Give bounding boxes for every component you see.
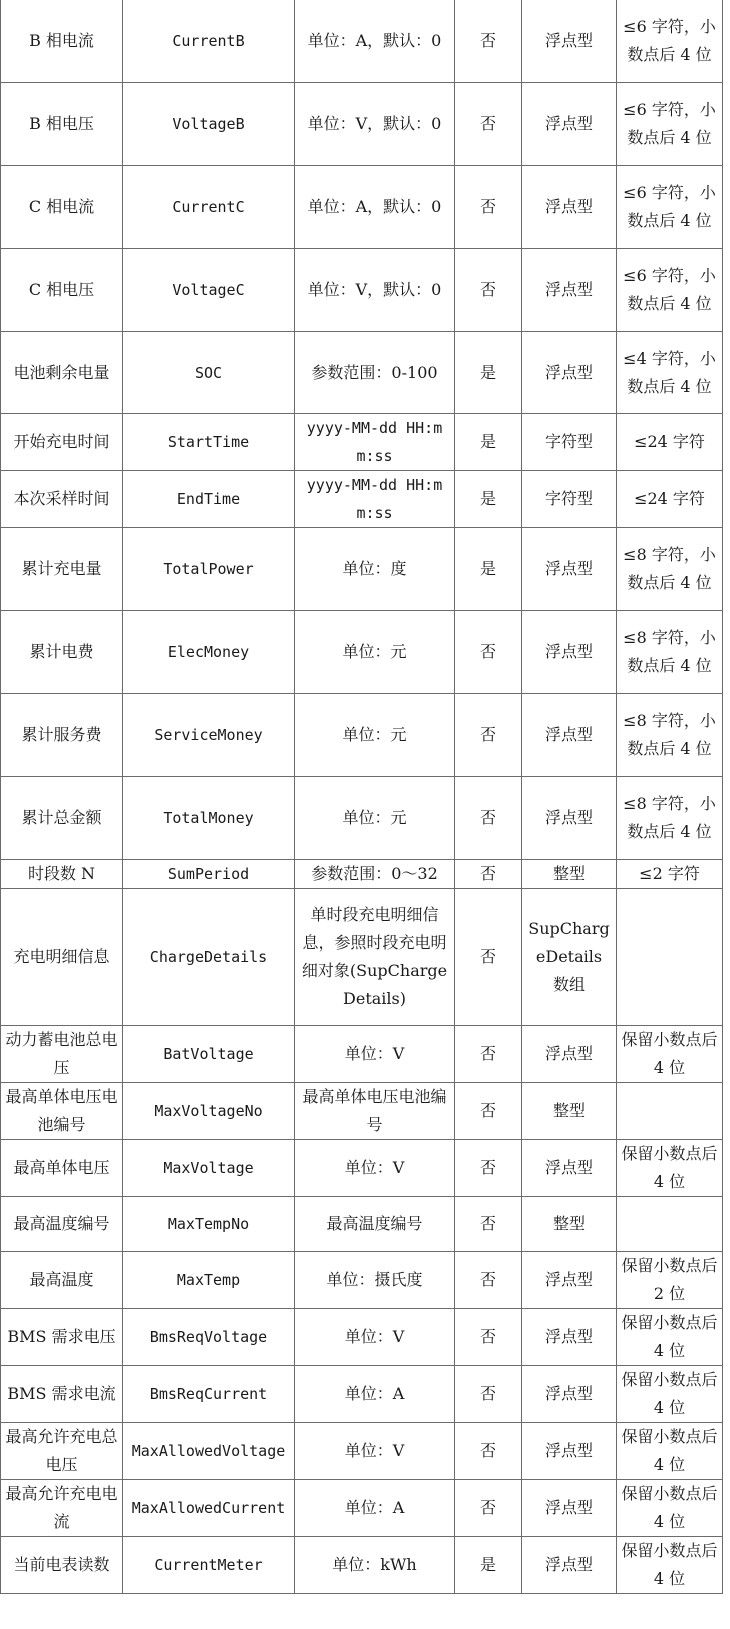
cell-required: 否 (455, 1083, 522, 1140)
cell-field: MaxTemp (123, 1252, 295, 1309)
cell-name: 本次采样时间 (1, 471, 123, 528)
cell-desc: 单位：A (295, 1366, 455, 1423)
table-row (1, 889, 723, 1026)
cell-type: 浮点型 (522, 528, 617, 611)
cell-name: 最高单体电压 (1, 1140, 123, 1197)
table-row (1, 528, 723, 611)
cell-name: 最高单体电压电池编号 (1, 1083, 123, 1140)
cell-type: 整型 (522, 1083, 617, 1140)
table-row (1, 1252, 723, 1309)
table-row (1, 1309, 723, 1366)
cell-desc: 单位：元 (295, 611, 455, 694)
field-spec-body (1, 0, 723, 1594)
table-row (1, 1537, 723, 1594)
cell-required: 否 (455, 694, 522, 777)
cell-required: 否 (455, 249, 522, 332)
cell-field: ChargeDetails (123, 889, 295, 1026)
cell-type: 整型 (522, 860, 617, 889)
cell-type: 字符型 (522, 471, 617, 528)
cell-field: SumPeriod (123, 860, 295, 889)
cell-desc: 单位：A (295, 1480, 455, 1537)
cell-required: 否 (455, 1197, 522, 1252)
cell-field: BmsReqVoltage (123, 1309, 295, 1366)
cell-constraint: 保留小数点后 4 位 (617, 1309, 723, 1366)
table-row (1, 0, 723, 83)
cell-type: 浮点型 (522, 166, 617, 249)
cell-type: 浮点型 (522, 611, 617, 694)
cell-desc: 单位：元 (295, 694, 455, 777)
cell-constraint: ≤24 字符 (617, 414, 723, 471)
cell-desc: 参数范围：0-100 (295, 332, 455, 414)
cell-name: 最高温度 (1, 1252, 123, 1309)
cell-name: C 相电压 (1, 249, 123, 332)
cell-desc: 单位：kWh (295, 1537, 455, 1594)
cell-required: 否 (455, 1309, 522, 1366)
table-row (1, 166, 723, 249)
cell-type: 浮点型 (522, 1252, 617, 1309)
cell-field: EndTime (123, 471, 295, 528)
cell-constraint: 保留小数点后 4 位 (617, 1026, 723, 1083)
cell-name: C 相电流 (1, 166, 123, 249)
table-row (1, 694, 723, 777)
table-row (1, 249, 723, 332)
cell-desc: 单位：V，默认：0 (295, 83, 455, 166)
cell-type: 浮点型 (522, 1140, 617, 1197)
table-row (1, 1366, 723, 1423)
cell-type: 浮点型 (522, 1366, 617, 1423)
cell-type: 浮点型 (522, 0, 617, 83)
cell-field: ServiceMoney (123, 694, 295, 777)
cell-required: 是 (455, 414, 522, 471)
cell-field: VoltageB (123, 83, 295, 166)
cell-field: MaxVoltage (123, 1140, 295, 1197)
cell-desc: 单位：V (295, 1140, 455, 1197)
cell-required: 否 (455, 166, 522, 249)
cell-name: 累计服务费 (1, 694, 123, 777)
cell-field: MaxTempNo (123, 1197, 295, 1252)
cell-field: SOC (123, 332, 295, 414)
cell-constraint: ≤6 字符，小数点后 4 位 (617, 0, 723, 83)
cell-required: 否 (455, 611, 522, 694)
cell-constraint (617, 1083, 723, 1140)
cell-name: B 相电压 (1, 83, 123, 166)
cell-desc: 最高单体电压电池编号 (295, 1083, 455, 1140)
cell-constraint: 保留小数点后 4 位 (617, 1140, 723, 1197)
cell-constraint: ≤6 字符，小数点后 4 位 (617, 249, 723, 332)
cell-required: 否 (455, 0, 522, 83)
cell-required: 是 (455, 1537, 522, 1594)
cell-constraint: ≤8 字符，小数点后 4 位 (617, 777, 723, 860)
table-row (1, 1140, 723, 1197)
cell-field: CurrentB (123, 0, 295, 83)
cell-constraint: ≤8 字符，小数点后 4 位 (617, 528, 723, 611)
cell-name: 动力蓄电池总电压 (1, 1026, 123, 1083)
table-row (1, 611, 723, 694)
cell-desc: 单位：V (295, 1423, 455, 1480)
cell-field: TotalPower (123, 528, 295, 611)
cell-field: MaxAllowedCurrent (123, 1480, 295, 1537)
cell-constraint (617, 1197, 723, 1252)
table-row (1, 83, 723, 166)
cell-type: SupChargeDetails 数组 (522, 889, 617, 1026)
cell-type: 字符型 (522, 414, 617, 471)
cell-name: B 相电流 (1, 0, 123, 83)
cell-required: 否 (455, 83, 522, 166)
cell-desc: 单位：元 (295, 777, 455, 860)
cell-required: 是 (455, 332, 522, 414)
cell-constraint: ≤8 字符，小数点后 4 位 (617, 694, 723, 777)
table-row (1, 1197, 723, 1252)
cell-required: 否 (455, 1423, 522, 1480)
cell-constraint: ≤6 字符，小数点后 4 位 (617, 166, 723, 249)
cell-desc: 单位：A，默认：0 (295, 166, 455, 249)
cell-required: 否 (455, 777, 522, 860)
cell-constraint (617, 889, 723, 1026)
cell-name: 充电明细信息 (1, 889, 123, 1026)
cell-field: BmsReqCurrent (123, 1366, 295, 1423)
cell-desc: 最高温度编号 (295, 1197, 455, 1252)
cell-desc: 单时段充电明细信息，参照时段充电明细对象(SupChargeDetails) (295, 889, 455, 1026)
table-row (1, 414, 723, 471)
cell-constraint: ≤24 字符 (617, 471, 723, 528)
cell-name: BMS 需求电流 (1, 1366, 123, 1423)
cell-desc: 单位：度 (295, 528, 455, 611)
cell-field: MaxAllowedVoltage (123, 1423, 295, 1480)
cell-desc: 单位：A，默认：0 (295, 0, 455, 83)
table-row (1, 1083, 723, 1140)
cell-required: 是 (455, 528, 522, 611)
table-row (1, 860, 723, 889)
cell-name: 当前电表读数 (1, 1537, 123, 1594)
cell-constraint: 保留小数点后 4 位 (617, 1480, 723, 1537)
cell-desc: yyyy-MM-dd HH:mm:ss (295, 471, 455, 528)
cell-required: 否 (455, 1252, 522, 1309)
cell-constraint: ≤4 字符，小数点后 4 位 (617, 332, 723, 414)
cell-desc: yyyy-MM-dd HH:mm:ss (295, 414, 455, 471)
cell-field: StartTime (123, 414, 295, 471)
cell-field: VoltageC (123, 249, 295, 332)
cell-name: 累计充电量 (1, 528, 123, 611)
cell-name: 累计电费 (1, 611, 123, 694)
cell-required: 否 (455, 1026, 522, 1083)
cell-name: 开始充电时间 (1, 414, 123, 471)
cell-constraint: ≤8 字符，小数点后 4 位 (617, 611, 723, 694)
table-row (1, 1423, 723, 1480)
table-row (1, 1026, 723, 1083)
cell-constraint: ≤6 字符，小数点后 4 位 (617, 83, 723, 166)
table-row (1, 332, 723, 414)
cell-type: 浮点型 (522, 777, 617, 860)
cell-desc: 单位：V，默认：0 (295, 249, 455, 332)
cell-desc: 单位：摄氏度 (295, 1252, 455, 1309)
cell-type: 浮点型 (522, 83, 617, 166)
cell-constraint: 保留小数点后 4 位 (617, 1366, 723, 1423)
cell-required: 否 (455, 1366, 522, 1423)
cell-type: 浮点型 (522, 332, 617, 414)
table-row (1, 471, 723, 528)
table-row (1, 777, 723, 860)
cell-required: 是 (455, 471, 522, 528)
cell-field: TotalMoney (123, 777, 295, 860)
cell-type: 浮点型 (522, 694, 617, 777)
cell-field: CurrentMeter (123, 1537, 295, 1594)
cell-constraint: 保留小数点后 4 位 (617, 1537, 723, 1594)
cell-type: 浮点型 (522, 249, 617, 332)
cell-name: 电池剩余电量 (1, 332, 123, 414)
cell-field: BatVoltage (123, 1026, 295, 1083)
cell-constraint: 保留小数点后 4 位 (617, 1423, 723, 1480)
cell-desc: 单位：V (295, 1309, 455, 1366)
cell-required: 否 (455, 860, 522, 889)
cell-required: 否 (455, 1480, 522, 1537)
cell-name: BMS 需求电压 (1, 1309, 123, 1366)
cell-constraint: ≤2 字符 (617, 860, 723, 889)
cell-type: 整型 (522, 1197, 617, 1252)
cell-field: ElecMoney (123, 611, 295, 694)
cell-type: 浮点型 (522, 1480, 617, 1537)
cell-required: 否 (455, 889, 522, 1026)
table-row (1, 1480, 723, 1537)
cell-field: CurrentC (123, 166, 295, 249)
cell-desc: 单位：V (295, 1026, 455, 1083)
cell-type: 浮点型 (522, 1423, 617, 1480)
cell-type: 浮点型 (522, 1026, 617, 1083)
cell-name: 时段数 N (1, 860, 123, 889)
cell-name: 累计总金额 (1, 777, 123, 860)
cell-field: MaxVoltageNo (123, 1083, 295, 1140)
cell-type: 浮点型 (522, 1537, 617, 1594)
cell-desc: 参数范围：0～32 (295, 860, 455, 889)
cell-type: 浮点型 (522, 1309, 617, 1366)
cell-required: 否 (455, 1140, 522, 1197)
cell-constraint: 保留小数点后 2 位 (617, 1252, 723, 1309)
cell-name: 最高允许充电总电压 (1, 1423, 123, 1480)
cell-name: 最高温度编号 (1, 1197, 123, 1252)
cell-name: 最高允许充电电流 (1, 1480, 123, 1537)
